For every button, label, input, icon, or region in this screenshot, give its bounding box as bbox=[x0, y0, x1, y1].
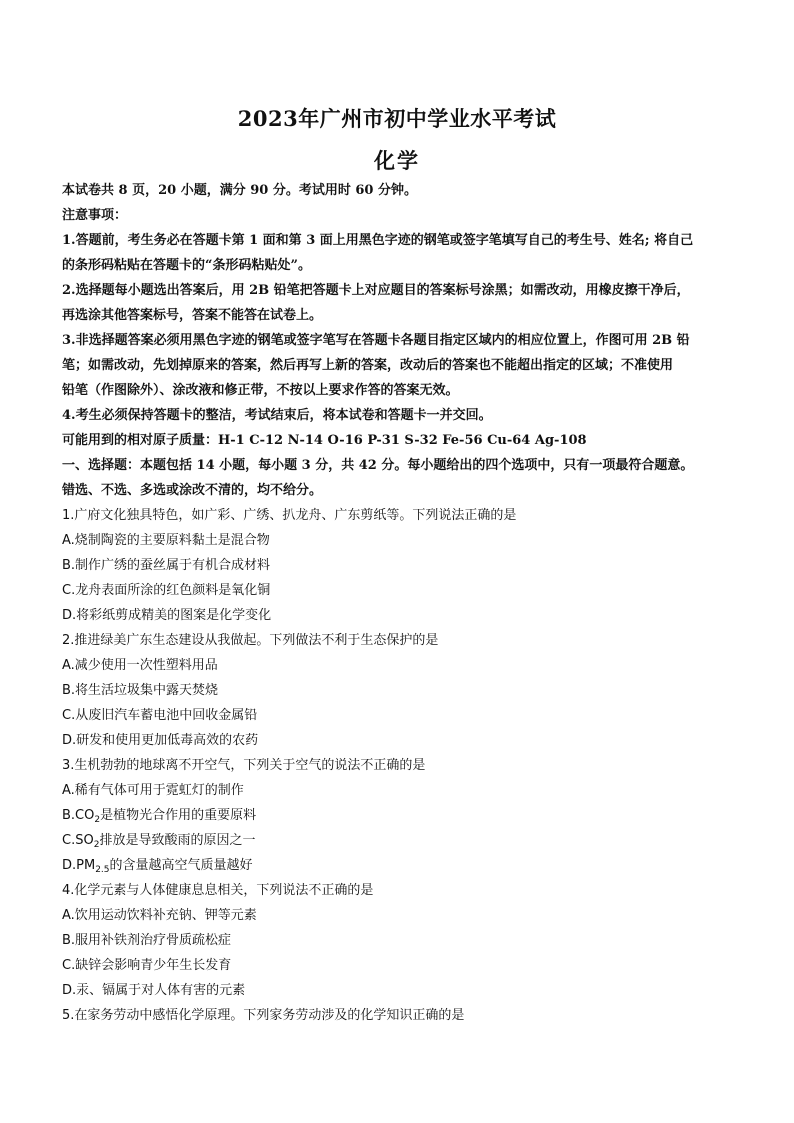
question-1-stem: 1.广府文化独具特色，如广彩、广绣、扒龙舟、广东剪纸等。下列说法正确的是 bbox=[62, 508, 517, 523]
question-4-option-a: A.饮用运动饮料补充钠、钾等元素 bbox=[62, 908, 257, 923]
question-4-option-d: D.汞、镉属于对人体有害的元素 bbox=[62, 983, 246, 998]
option-c-subscript: 2 bbox=[93, 840, 100, 850]
question-4-option-b: B.服用补铁剂治疗骨质疏松症 bbox=[62, 933, 232, 948]
question-2-option-a: A.减少使用一次性塑料用品 bbox=[62, 658, 218, 673]
option-d-text: 的含量越高空气质量越好 bbox=[109, 858, 253, 873]
option-b-subscript: 2 bbox=[94, 815, 101, 825]
atomic-masses: 可能用到的相对原子质量：H-1 C-12 N-14 O-16 P-31 S-32 Fe-56 Cu-64 Ag-108 bbox=[62, 433, 587, 448]
question-4-stem: 4.化学元素与人体健康息息相关，下列说法不正确的是 bbox=[62, 883, 374, 898]
note-2-line-1: 2.选择题每小题选出答案后，用 2B 铅笔把答题卡上对应题目的答案标号涂黑；如需改动，用橡皮擦干净后， bbox=[62, 283, 690, 298]
question-1-option-c: C.龙舟表面所涂的红色颜料是氧化铜 bbox=[62, 583, 271, 598]
exam-title: 2023年广州市初中学业水平考试 bbox=[237, 106, 557, 131]
question-1-option-b: B.制作广绣的蚕丝属于有机合成材料 bbox=[62, 558, 271, 573]
option-c-text: 排放是导致酸雨的原因之一 bbox=[99, 833, 256, 848]
option-d-prefix: D.PM bbox=[62, 858, 96, 873]
option-b-prefix: B.CO bbox=[62, 808, 95, 823]
question-4-option-c: C.缺锌会影响青少年生长发育 bbox=[62, 958, 232, 973]
note-1-line-1: 1.答题前，考生务必在答题卡第 1 面和第 3 面上用黑色字迹的钢笔或签字笔填写自己的考生号、姓名; 将自己 bbox=[62, 233, 694, 248]
note-3-line-3: 铅笔（作图除外）、涂改液和修正带，不按以上要求作答的答案无效。 bbox=[62, 383, 459, 398]
note-1-line-2: 的条形码粘贴在答题卡的“条形码粘贴处”。 bbox=[62, 258, 311, 273]
section-1-rule: 错选、不选、多选或涂改不清的，均不给分。 bbox=[62, 483, 323, 498]
question-2-option-b: B.将生活垃圾集中露天焚烧 bbox=[62, 683, 219, 698]
question-5-stem: 5.在家务劳动中感悟化学原理。下列家务劳动涉及的化学知识正确的是 bbox=[62, 1008, 465, 1023]
question-3-option-a: A.稀有气体可用于霓虹灯的制作 bbox=[62, 783, 244, 798]
option-c-prefix: C.SO bbox=[62, 833, 94, 848]
question-3-option-b bbox=[62, 808, 256, 828]
question-3-stem: 3.生机勃勃的地球离不开空气，下列关于空气的说法不正确的是 bbox=[62, 758, 426, 773]
note-2-line-2: 再选涂其他答案标号，答案不能答在试卷上。 bbox=[62, 308, 323, 323]
option-d-subscript: 2.5 bbox=[95, 865, 110, 875]
note-4: 4.考生必须保持答题卡的整洁，考试结束后，将本试卷和答题卡一并交回。 bbox=[62, 408, 492, 423]
question-1-option-a: A.烧制陶瓷的主要原料黏土是混合物 bbox=[62, 533, 270, 548]
question-2-option-d: D.研发和使用更加低毒高效的农药 bbox=[62, 733, 259, 748]
option-b-text: 是植物光合作用的重要原料 bbox=[100, 808, 257, 823]
exam-intro: 本试卷共 8 页，20 小题，满分 90 分。考试用时 60 分钟。 bbox=[62, 183, 417, 198]
note-3-line-2: 笔；如需改动，先划掉原来的答案，然后再写上新的答案，改动后的答案也不能超出指定的区域；不准使用 bbox=[62, 358, 674, 373]
question-1-option-d: D.将彩纸剪成精美的图案是化学变化 bbox=[62, 608, 272, 623]
question-3-option-d bbox=[62, 858, 253, 878]
question-2-option-c: C.从废旧汽车蓄电池中回收金属铅 bbox=[62, 708, 258, 723]
question-2-stem: 2.推进绿美广东生态建设从我做起。下列做法不利于生态保护的是 bbox=[62, 633, 439, 648]
question-3-option-c bbox=[62, 833, 255, 853]
exam-subject: 化学 bbox=[374, 148, 420, 173]
notes-heading: 注意事项： bbox=[62, 208, 128, 223]
note-3-line-1: 3.非选择题答案必须用黑色字迹的钢笔或签字笔写在答题卡各题目指定区域内的相应位置上，作图可用 2B 铅 bbox=[62, 333, 690, 348]
section-1-heading: 一、选择题：本题包括 14 小题，每小题 3 分，共 42 分。每小题给出的四个选项中，只有一项最符合题意。 bbox=[62, 458, 694, 473]
